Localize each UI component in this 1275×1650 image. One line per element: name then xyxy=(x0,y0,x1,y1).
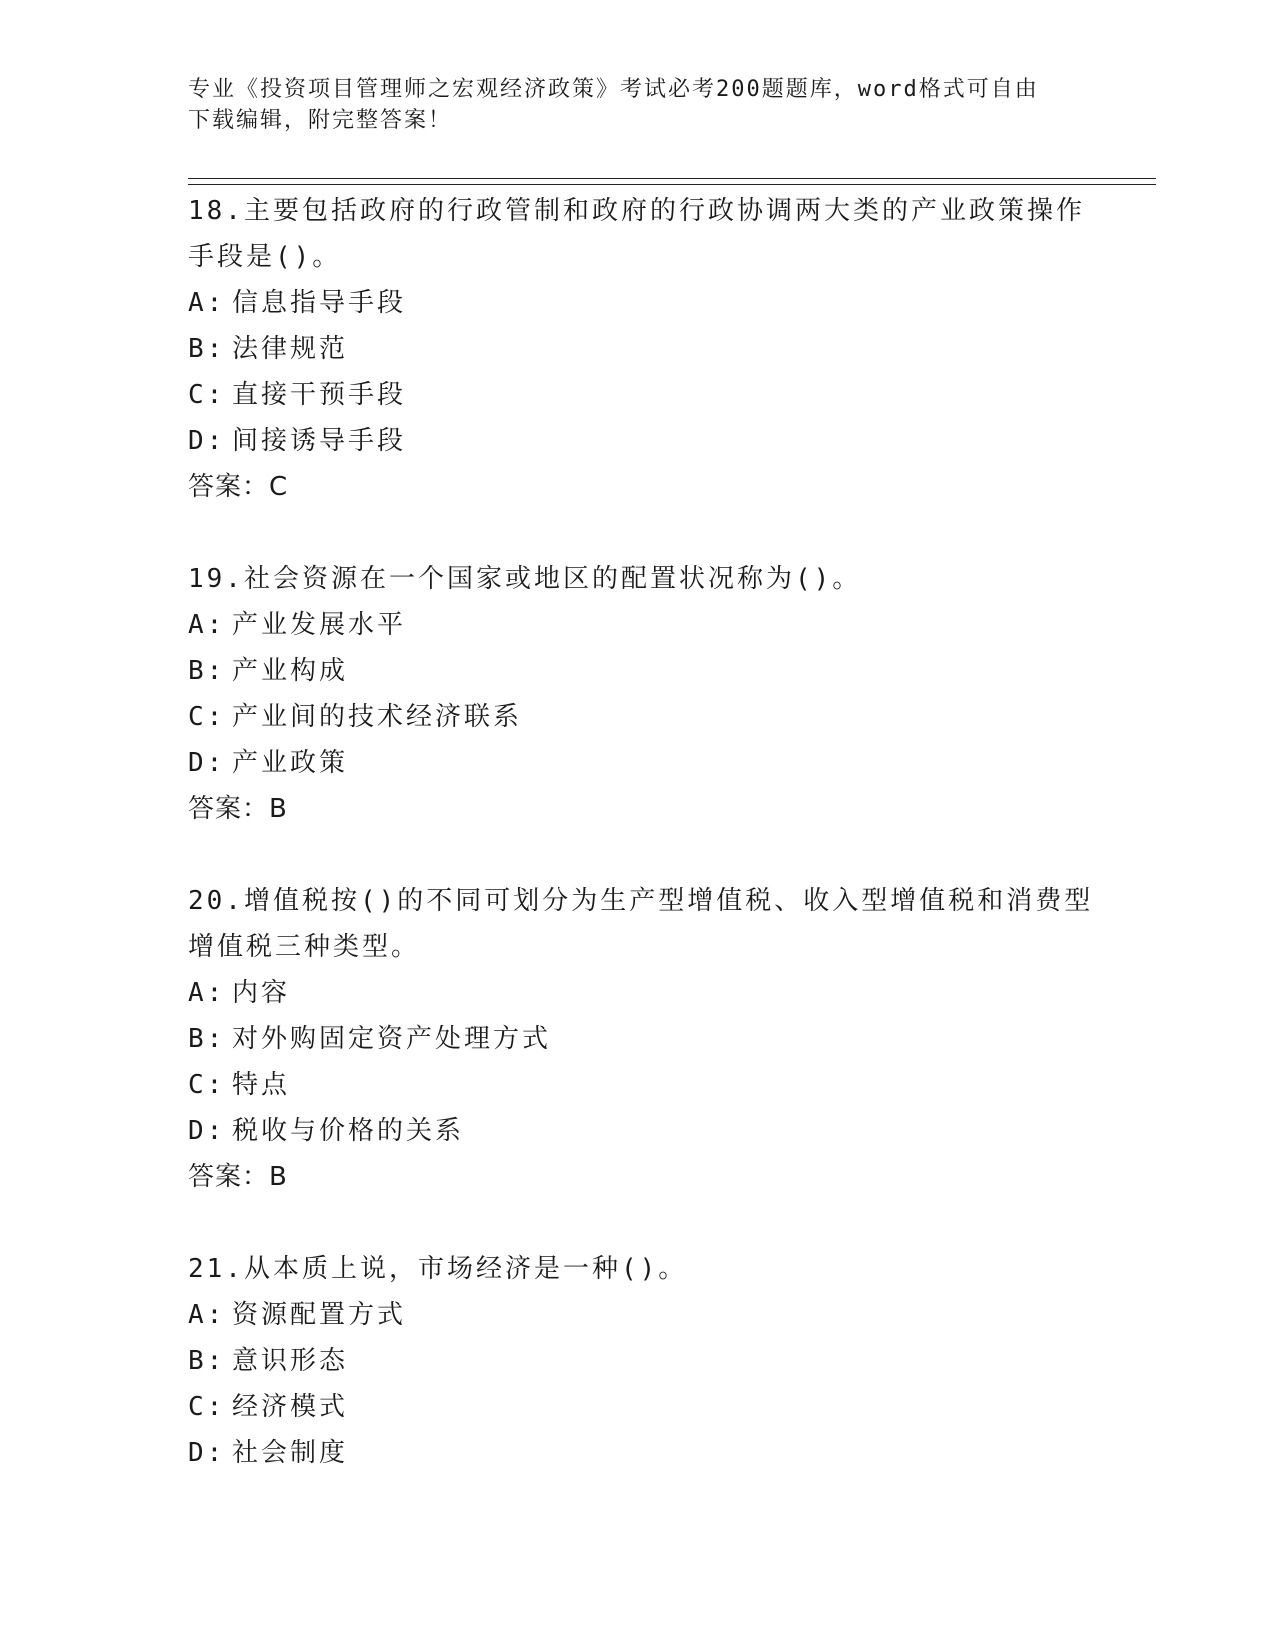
header-divider-top xyxy=(188,178,1156,179)
question-list xyxy=(188,188,1094,1522)
answer-option xyxy=(188,740,1088,786)
option-text: 间接诱导手段 xyxy=(232,426,407,456)
question-block xyxy=(188,1246,1088,1476)
question-block xyxy=(188,556,1088,832)
answer-option xyxy=(188,1384,1088,1430)
option-text: 产业间的技术经济联系 xyxy=(232,702,523,732)
option-text: 产业政策 xyxy=(232,748,349,778)
question-text xyxy=(188,1246,1088,1292)
option-letter: A: xyxy=(188,610,226,640)
option-letter: A: xyxy=(188,1300,226,1330)
option-text: 产业发展水平 xyxy=(232,610,407,640)
option-letter: B: xyxy=(188,656,226,686)
option-letter: C: xyxy=(188,1392,226,1422)
question-block xyxy=(188,188,1088,510)
answer-option xyxy=(188,280,1088,326)
option-letter: D: xyxy=(188,1116,226,1146)
question-text-line: 19.社会资源在一个国家或地区的配置状况称为()。 xyxy=(188,564,862,594)
option-letter: D: xyxy=(188,426,226,456)
answer-option xyxy=(188,648,1088,694)
answer-key: 答案：B xyxy=(188,1162,288,1192)
option-letter: A: xyxy=(188,288,226,318)
document-header xyxy=(188,74,1068,136)
option-letter: C: xyxy=(188,702,226,732)
option-letter: B: xyxy=(188,334,226,364)
answer-option xyxy=(188,1338,1088,1384)
answer-option xyxy=(188,372,1088,418)
answer-option xyxy=(188,326,1088,372)
answer-option xyxy=(188,1292,1088,1338)
question-text xyxy=(188,556,1088,602)
question-text-line: 手段是()。 xyxy=(188,242,342,272)
option-letter: A: xyxy=(188,978,226,1008)
answer-option xyxy=(188,970,1088,1016)
option-text: 对外购固定资产处理方式 xyxy=(232,1024,552,1054)
answer-option xyxy=(188,694,1088,740)
answer-option xyxy=(188,418,1088,464)
header-divider-bottom xyxy=(188,184,1156,185)
option-text: 法律规范 xyxy=(232,334,349,364)
header-line-2: 下载编辑，附完整答案！ xyxy=(188,108,453,133)
question-text-line: 增值税三种类型。 xyxy=(188,932,421,962)
question-text xyxy=(188,188,1088,280)
answer-option xyxy=(188,1062,1088,1108)
option-letter: D: xyxy=(188,1438,226,1468)
option-text: 资源配置方式 xyxy=(232,1300,407,1330)
option-text: 税收与价格的关系 xyxy=(232,1116,465,1146)
option-letter: B: xyxy=(188,1346,226,1376)
question-text-line: 18.主要包括政府的行政管制和政府的行政协调两大类的产业政策操作 xyxy=(188,196,1085,226)
option-text: 信息指导手段 xyxy=(232,288,407,318)
option-text: 内容 xyxy=(232,978,291,1008)
question-block xyxy=(188,878,1094,1200)
question-text-line: 21.从本质上说，市场经济是一种()。 xyxy=(188,1254,688,1284)
option-text: 产业构成 xyxy=(232,656,349,686)
question-text-line: 20.增值税按()的不同可划分为生产型增值税、收入型增值税和消费型 xyxy=(188,886,1094,916)
header-line-1: 专业《投资项目管理师之宏观经济政策》考试必考200题题库，word格式可自由 xyxy=(188,77,1039,102)
option-text: 特点 xyxy=(232,1070,291,1100)
option-text: 直接干预手段 xyxy=(232,380,407,410)
option-letter: B: xyxy=(188,1024,226,1054)
answer-key: 答案：B xyxy=(188,794,288,824)
answer-option xyxy=(188,1108,1088,1154)
option-letter: C: xyxy=(188,380,226,410)
option-text: 意识形态 xyxy=(232,1346,349,1376)
answer-option xyxy=(188,1430,1088,1476)
option-text: 经济模式 xyxy=(232,1392,349,1422)
answer-key: 答案：C xyxy=(188,472,289,502)
option-letter: D: xyxy=(188,748,226,778)
answer-option xyxy=(188,602,1088,648)
option-letter: C: xyxy=(188,1070,226,1100)
option-text: 社会制度 xyxy=(232,1438,349,1468)
question-text xyxy=(188,878,1094,970)
answer-option xyxy=(188,1016,1088,1062)
